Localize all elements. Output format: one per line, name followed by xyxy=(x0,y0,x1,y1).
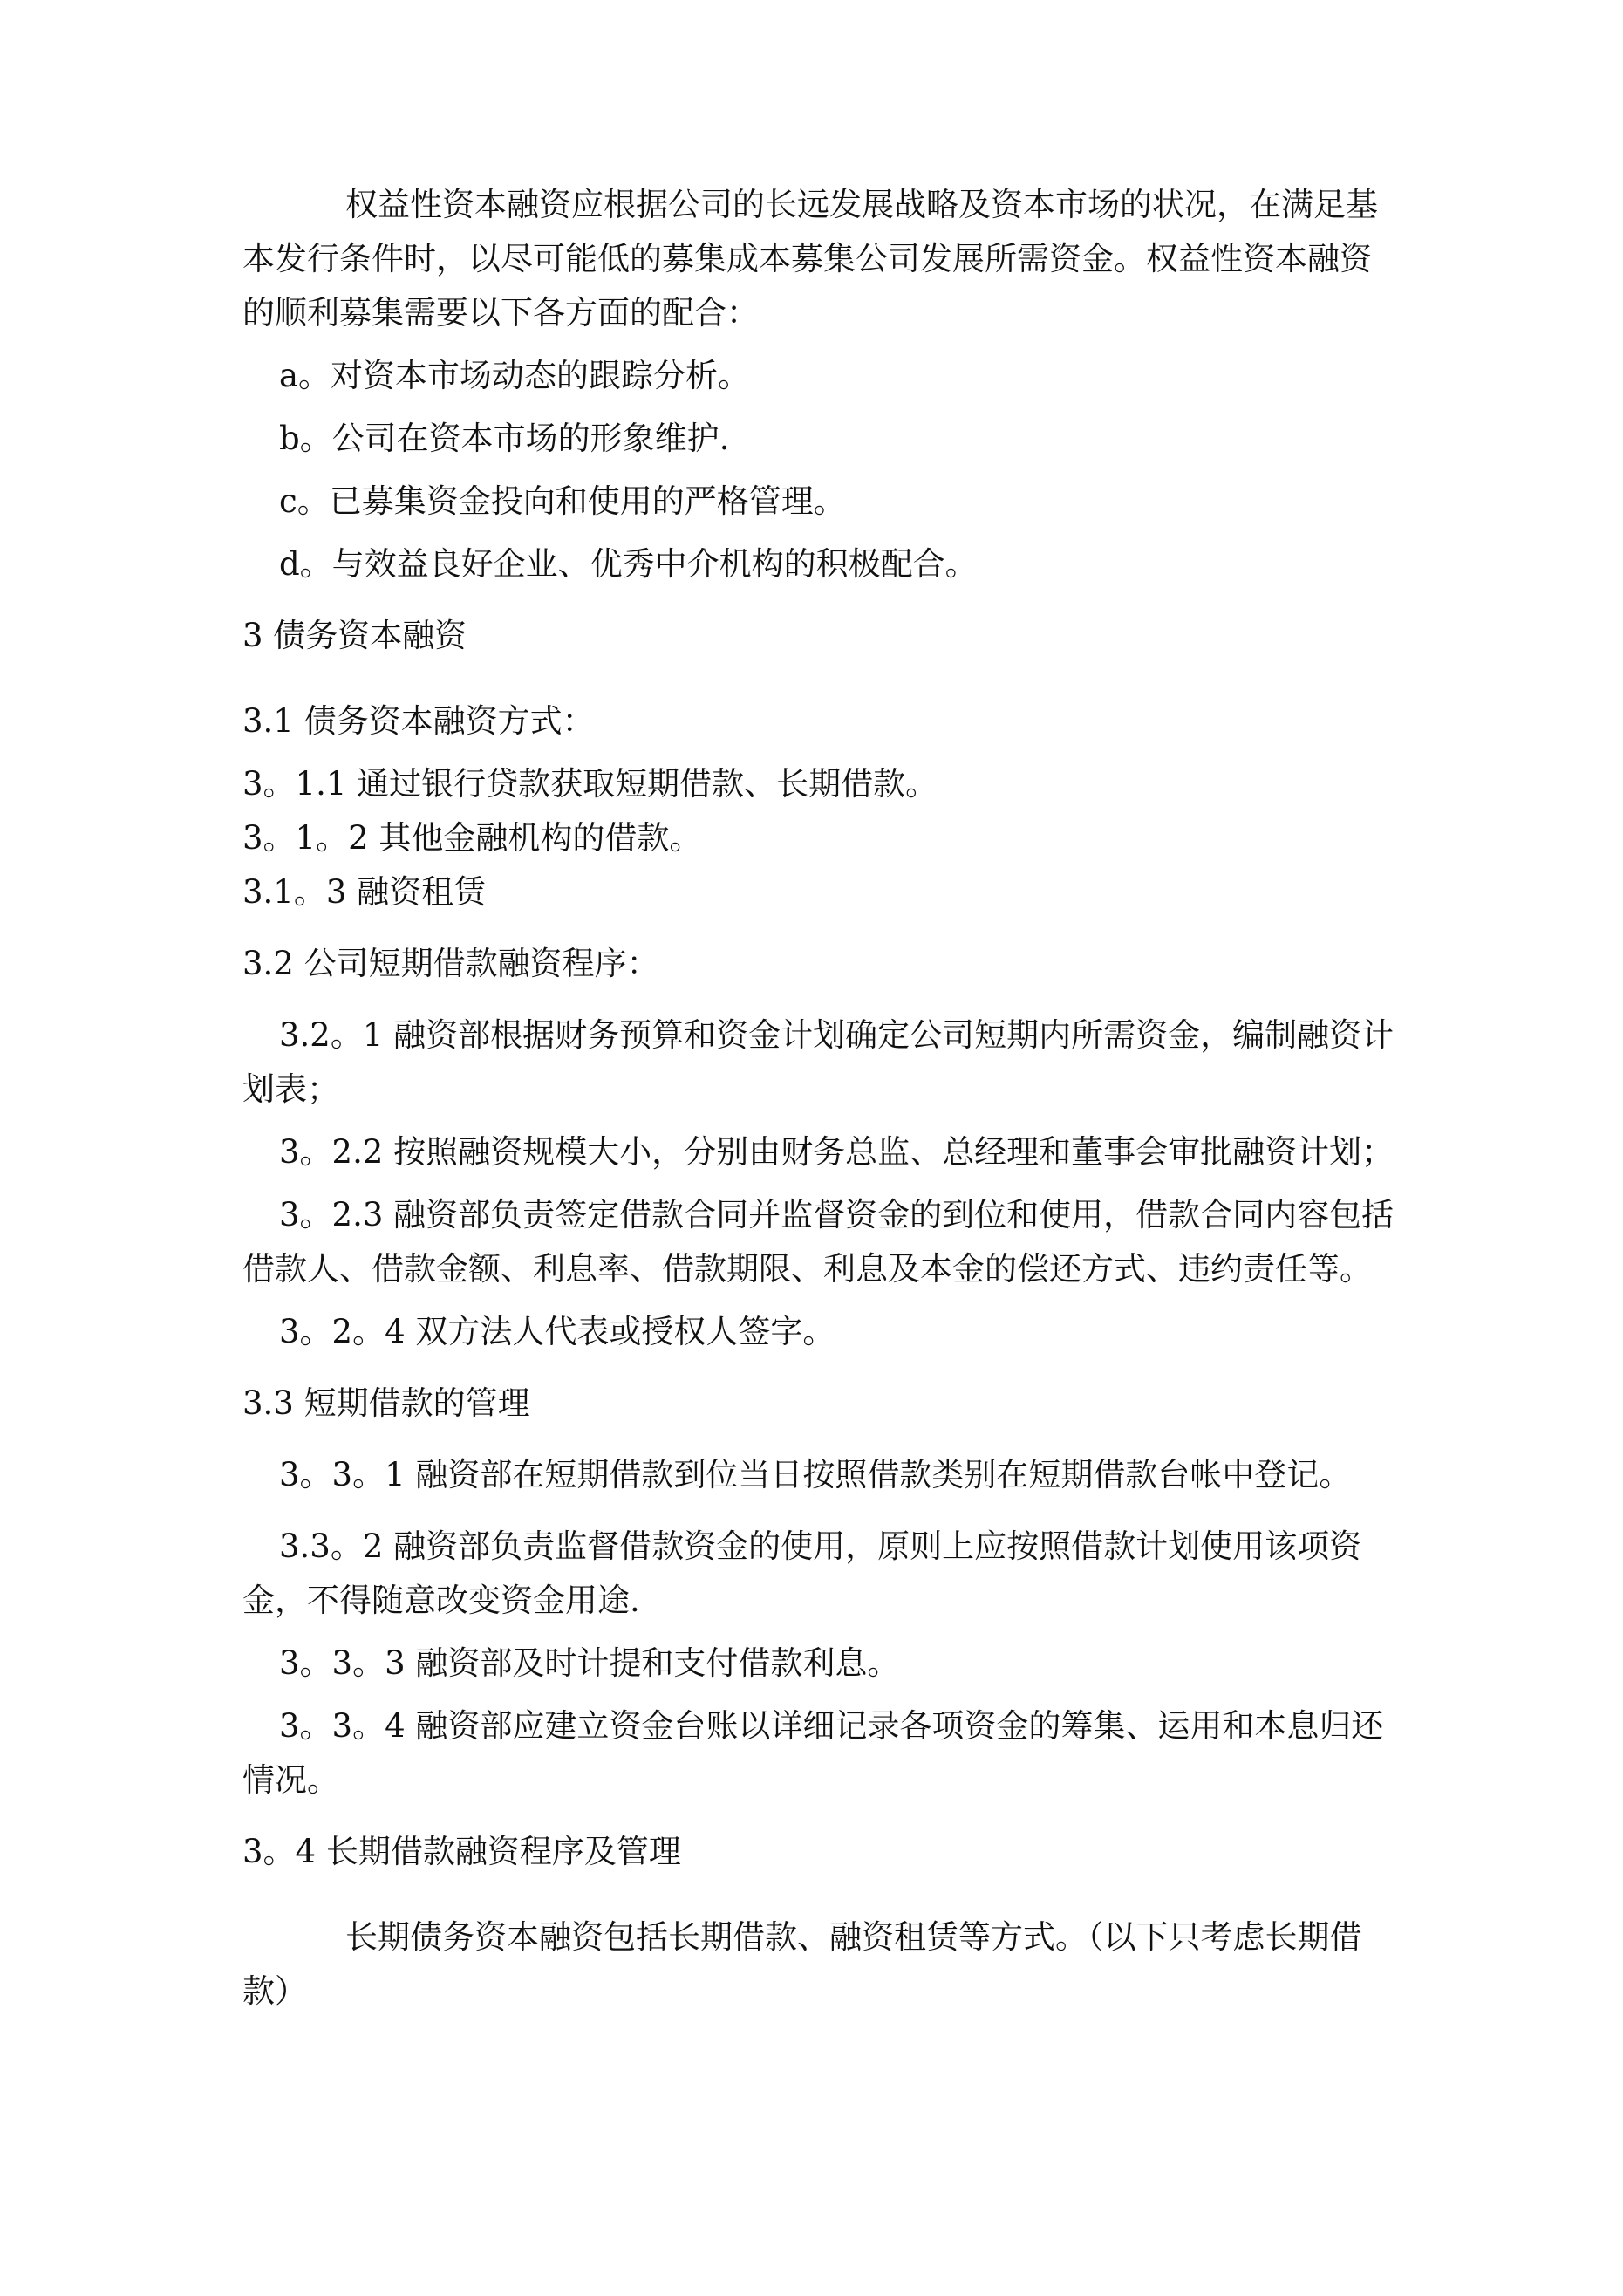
clause-3-1-1: 3。1.1 通过银行贷款获取短期借款、长期借款。 xyxy=(242,765,938,803)
clause-3-2-4: 3。2。4 双方法人代表或授权人签字。 xyxy=(279,1313,835,1350)
list-item-b: b。公司在资本市场的形象维护. xyxy=(279,420,730,457)
list-item-d: d。与效益良好企业、优秀中介机构的积极配合。 xyxy=(279,545,978,583)
clause-3-3-4: 3。3。4 融资部应建立资金台账以详细记录各项资金的筹集、运用和本息归还情况。 xyxy=(242,1707,1384,1799)
clause-3-3-1: 3。3。1 融资部在短期借款到位当日按照借款类别在短期借款台帐中登记。 xyxy=(279,1456,1352,1493)
section-heading-3-4: 3。4 长期借款融资程序及管理 xyxy=(242,1833,681,1870)
clause-3-3-2: 3.3。2 融资部负责监督借款资金的使用，原则上应按照借款计划使用该项资金，不得随意改变资金用途. xyxy=(242,1527,1362,1619)
list-item-c: c。已募集资金投向和使用的严格管理。 xyxy=(279,482,846,520)
clause-3-2-2: 3。2.2 按照融资规模大小，分别由财务总监、总经理和董事会审批融资计划； xyxy=(279,1133,1395,1171)
intro-paragraph: 权益性资本融资应根据公司的长远发展战略及资本市场的状况，在满足基本发行条件时，以尽可能低的募集成本募集公司发展所需资金。权益性资本融资的顺利募集需要以下各方面的配合： xyxy=(242,186,1378,331)
section-heading-3-3: 3.3 短期借款的管理 xyxy=(242,1384,530,1422)
clause-3-1-2: 3。1。2 其他金融机构的借款。 xyxy=(242,819,702,857)
clause-3-1-3: 3.1。3 融资租赁 xyxy=(242,873,487,911)
final-paragraph: 长期债务资本融资包括长期借款、融资租赁等方式。（以下只考虑长期借款） xyxy=(242,1918,1362,2010)
clause-3-2-1: 3.2。1 融资部根据财务预算和资金计划确定公司短期内所需资金，编制融资计划表； xyxy=(242,1016,1395,1108)
clause-3-2-3: 3。2.3 融资部负责签定借款合同并监督资金的到位和使用，借款合同内容包括借款人、借款金额、利息率、借款期限、利息及本金的偿还方式、违约责任等。 xyxy=(242,1196,1395,1288)
list-item-a: a。对资本市场动态的跟踪分析。 xyxy=(279,357,751,394)
clause-3-3-3: 3。3。3 融资部及时计提和支付借款利息。 xyxy=(279,1644,900,1682)
section-heading-3-2: 3.2 公司短期借款融资程序： xyxy=(242,945,659,982)
section-heading-3: 3 债务资本融资 xyxy=(242,617,467,654)
section-heading-3-1: 3.1 债务资本融资方式： xyxy=(242,702,595,740)
document-body xyxy=(242,178,1402,2019)
